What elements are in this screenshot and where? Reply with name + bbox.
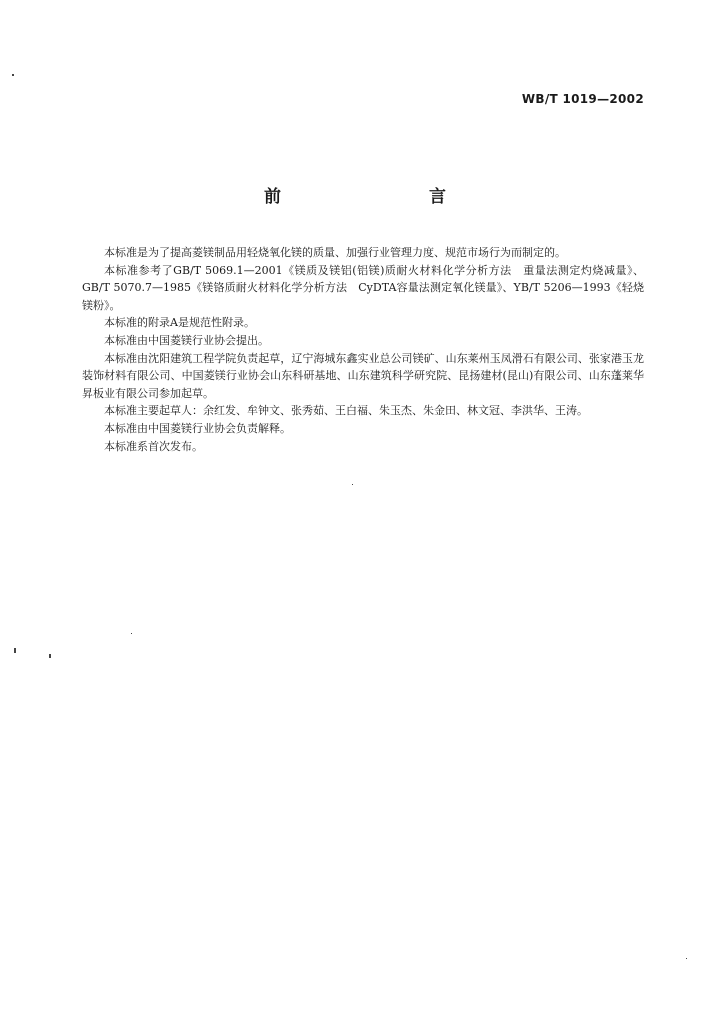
scan-speck bbox=[49, 654, 51, 658]
scan-speck bbox=[686, 958, 687, 959]
paragraph-drafters: 本标准主要起草人：余红发、牟钟文、张秀茹、王白福、朱玉杰、朱金田、林文冠、李洪华、王涛。 bbox=[104, 404, 588, 418]
page-title: 前 言 bbox=[264, 187, 484, 207]
paragraph-appendix: 本标准的附录A是规范性附录。 bbox=[104, 316, 255, 330]
paragraph-interpretation: 本标准由中国菱镁行业协会负责解释。 bbox=[104, 421, 291, 435]
paragraph-purpose: 本标准是为了提高菱镁制品用轻烧氧化镁的质量、加强行业管理力度、规范市场行为而制定的。 bbox=[104, 246, 566, 259]
paragraph-proposer: 本标准由中国菱镁行业协会提出。 bbox=[104, 333, 269, 347]
standard-code: WB/T 1019—2002 bbox=[521, 92, 644, 106]
paragraph-references: 本标准参考了GB/T 5069.1—2001《镁质及镁铝(铝镁)质耐火材料化学分析方法 重量法测定灼烧减量》、GB/T 5070.7—1985《镁铬质耐火材料化学分析方法 CyDTA容量法测定氧化镁量》、YB/T 5206—1993《轻烧镁粉》。 bbox=[82, 263, 644, 312]
paragraph-first-release: 本标准系首次发布。 bbox=[104, 439, 203, 453]
scan-speck bbox=[14, 648, 16, 653]
scan-speck bbox=[131, 633, 132, 634]
paragraph-drafting-units: 本标准由沈阳建筑工程学院负责起草，辽宁海城东鑫实业总公司镁矿、山东莱州玉凤滑石有限公司、张家港玉龙装饰材料有限公司、中国菱镁行业协会山东科研基地、山东建筑科学研究院、昆扬建材(昆山)有限公司、山东蓬莱华昇板业有限公司参加起草。 bbox=[82, 351, 644, 400]
scan-speck bbox=[352, 484, 353, 485]
scan-speck bbox=[12, 74, 14, 76]
foreword-body bbox=[82, 244, 644, 455]
